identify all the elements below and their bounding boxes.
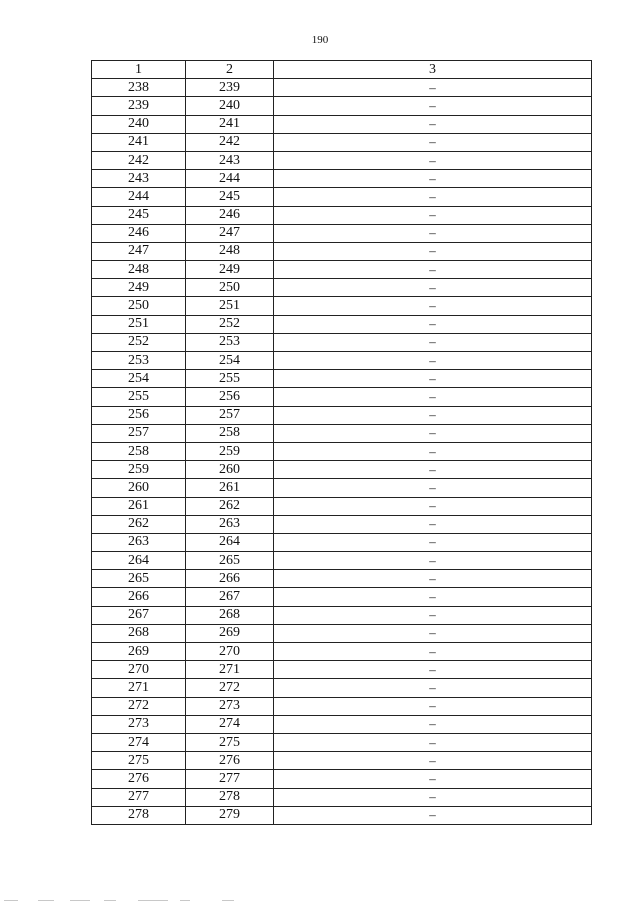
table-row <box>92 461 592 479</box>
table-cell-col2: 263 <box>186 515 274 533</box>
table-cell-col3: – <box>274 151 592 169</box>
table-row <box>92 224 592 242</box>
table-row <box>92 606 592 624</box>
table-cell-col1: 268 <box>92 624 186 642</box>
table-cell-col1: 265 <box>92 570 186 588</box>
table-row <box>92 424 592 442</box>
table-cell-col1: 270 <box>92 661 186 679</box>
table-cell-col1: 263 <box>92 533 186 551</box>
table-cell-col1: 269 <box>92 643 186 661</box>
table-cell-col1: 254 <box>92 370 186 388</box>
table-cell-col2: 257 <box>186 406 274 424</box>
table-cell-col1: 277 <box>92 788 186 806</box>
table-cell-col2: 253 <box>186 333 274 351</box>
table-cell-col1: 241 <box>92 133 186 151</box>
table-cell-col3: – <box>274 733 592 751</box>
table-cell-col3: – <box>274 133 592 151</box>
table-cell-col1: 276 <box>92 770 186 788</box>
table-cell-col2: 270 <box>186 643 274 661</box>
table-row <box>92 261 592 279</box>
table-cell-col2: 248 <box>186 242 274 260</box>
table-cell-col2: 259 <box>186 442 274 460</box>
table-cell-col1: 238 <box>92 79 186 97</box>
table-cell-col1: 245 <box>92 206 186 224</box>
table-cell-col1: 255 <box>92 388 186 406</box>
table-row <box>92 533 592 551</box>
table-cell-col2: 269 <box>186 624 274 642</box>
table-cell-col1: 251 <box>92 315 186 333</box>
table-cell-col2: 246 <box>186 206 274 224</box>
table-cell-col3: – <box>274 97 592 115</box>
table-cell-col2: 252 <box>186 315 274 333</box>
table-cell-col2: 279 <box>186 806 274 824</box>
table-cell-col3: – <box>274 661 592 679</box>
table-cell-col2: 254 <box>186 352 274 370</box>
table-cell-col3: – <box>274 606 592 624</box>
table-cell-col3: – <box>274 261 592 279</box>
table-cell-col2: 277 <box>186 770 274 788</box>
table-row <box>92 406 592 424</box>
table-cell-col2: 273 <box>186 697 274 715</box>
table-cell-col3: – <box>274 352 592 370</box>
table-cell-col2: 272 <box>186 679 274 697</box>
table-cell-col3: – <box>274 788 592 806</box>
table-cell-col2: 266 <box>186 570 274 588</box>
table-cell-col2: 256 <box>186 388 274 406</box>
table-cell-col1: 274 <box>92 733 186 751</box>
table-cell-col2: 240 <box>186 97 274 115</box>
column-header-2: 2 <box>186 61 274 79</box>
table-cell-col3: – <box>274 752 592 770</box>
data-table <box>91 60 592 825</box>
column-header-1: 1 <box>92 61 186 79</box>
table-row <box>92 515 592 533</box>
table-cell-col3: – <box>274 461 592 479</box>
table-cell-col2: 265 <box>186 552 274 570</box>
table-row <box>92 79 592 97</box>
table-row <box>92 206 592 224</box>
table-cell-col2: 260 <box>186 461 274 479</box>
page-number: 190 <box>311 34 329 46</box>
table-cell-col3: – <box>274 679 592 697</box>
table-cell-col1: 253 <box>92 352 186 370</box>
table-row <box>92 388 592 406</box>
table-row <box>92 133 592 151</box>
table-cell-col1: 240 <box>92 115 186 133</box>
table-cell-col3: – <box>274 79 592 97</box>
table-cell-col3: – <box>274 588 592 606</box>
table-row <box>92 552 592 570</box>
table-cell-col3: – <box>274 533 592 551</box>
table-cell-col2: 255 <box>186 370 274 388</box>
table-cell-col3: – <box>274 188 592 206</box>
table-cell-col3: – <box>274 315 592 333</box>
table-cell-col3: – <box>274 206 592 224</box>
table-cell-col3: – <box>274 242 592 260</box>
table-cell-col1: 275 <box>92 752 186 770</box>
table-cell-col3: – <box>274 388 592 406</box>
table-cell-col1: 266 <box>92 588 186 606</box>
table-cell-col2: 264 <box>186 533 274 551</box>
table-cell-col3: – <box>274 479 592 497</box>
table-row <box>92 479 592 497</box>
table-row <box>92 715 592 733</box>
table-cell-col1: 262 <box>92 515 186 533</box>
table-cell-col1: 258 <box>92 442 186 460</box>
table-cell-col1: 261 <box>92 497 186 515</box>
table-header <box>92 61 592 79</box>
table-cell-col3: – <box>274 406 592 424</box>
table-cell-col1: 256 <box>92 406 186 424</box>
table-row <box>92 297 592 315</box>
table-cell-col1: 249 <box>92 279 186 297</box>
table-row <box>92 679 592 697</box>
table-cell-col3: – <box>274 497 592 515</box>
table-cell-col2: 267 <box>186 588 274 606</box>
table-row <box>92 279 592 297</box>
table-cell-col2: 242 <box>186 133 274 151</box>
table-cell-col2: 261 <box>186 479 274 497</box>
table-cell-col1: 272 <box>92 697 186 715</box>
table-cell-col3: – <box>274 297 592 315</box>
table-cell-col1: 264 <box>92 552 186 570</box>
table-row <box>92 733 592 751</box>
table-cell-col1: 267 <box>92 606 186 624</box>
table-cell-col1: 243 <box>92 170 186 188</box>
table-cell-col2: 275 <box>186 733 274 751</box>
table-row <box>92 333 592 351</box>
table-row <box>92 352 592 370</box>
table-row <box>92 188 592 206</box>
table-cell-col3: – <box>274 624 592 642</box>
table-cell-col3: – <box>274 370 592 388</box>
table-cell-col2: 268 <box>186 606 274 624</box>
table-cell-col2: 241 <box>186 115 274 133</box>
table-row <box>92 588 592 606</box>
table-cell-col2: 271 <box>186 661 274 679</box>
table-row <box>92 97 592 115</box>
table-cell-col1: 246 <box>92 224 186 242</box>
table-cell-col3: – <box>274 515 592 533</box>
table-cell-col1: 252 <box>92 333 186 351</box>
table-row <box>92 661 592 679</box>
column-header-3: 3 <box>274 61 592 79</box>
table-cell-col1: 257 <box>92 424 186 442</box>
table-row <box>92 242 592 260</box>
table-cell-col2: 251 <box>186 297 274 315</box>
table-cell-col2: 276 <box>186 752 274 770</box>
table-cell-col3: – <box>274 279 592 297</box>
table-cell-col3: – <box>274 570 592 588</box>
table-cell-col3: – <box>274 115 592 133</box>
table-row <box>92 442 592 460</box>
table-row <box>92 624 592 642</box>
table-cell-col2: 274 <box>186 715 274 733</box>
table-cell-col1: 247 <box>92 242 186 260</box>
table-cell-col3: – <box>274 806 592 824</box>
table-cell-col3: – <box>274 715 592 733</box>
table-cell-col2: 239 <box>186 79 274 97</box>
table-cell-col2: 244 <box>186 170 274 188</box>
table-cell-col3: – <box>274 442 592 460</box>
table-cell-col3: – <box>274 424 592 442</box>
table-row <box>92 315 592 333</box>
table-cell-col2: 250 <box>186 279 274 297</box>
table-cell-col1: 273 <box>92 715 186 733</box>
table-row <box>92 370 592 388</box>
table-cell-col1: 271 <box>92 679 186 697</box>
table-cell-col2: 247 <box>186 224 274 242</box>
table-cell-col3: – <box>274 552 592 570</box>
table-cell-col1: 260 <box>92 479 186 497</box>
table-cell-col1: 259 <box>92 461 186 479</box>
table-cell-col1: 248 <box>92 261 186 279</box>
table-cell-col3: – <box>274 170 592 188</box>
table-row <box>92 643 592 661</box>
table-cell-col1: 239 <box>92 97 186 115</box>
table-cell-col3: – <box>274 643 592 661</box>
table-row <box>92 115 592 133</box>
table-cell-col2: 262 <box>186 497 274 515</box>
table-row <box>92 770 592 788</box>
table-cell-col1: 242 <box>92 151 186 169</box>
table-row <box>92 570 592 588</box>
table-body <box>92 79 592 825</box>
table-row <box>92 697 592 715</box>
table-cell-col1: 244 <box>92 188 186 206</box>
table-cell-col1: 278 <box>92 806 186 824</box>
table-row <box>92 788 592 806</box>
table-cell-col2: 249 <box>186 261 274 279</box>
table-row <box>92 497 592 515</box>
table-row <box>92 151 592 169</box>
table-row <box>92 806 592 824</box>
table-header-row <box>92 61 592 79</box>
footer-scan-marks <box>0 897 640 905</box>
table-cell-col2: 243 <box>186 151 274 169</box>
table-cell-col2: 245 <box>186 188 274 206</box>
table-cell-col3: – <box>274 770 592 788</box>
table-cell-col3: – <box>274 697 592 715</box>
table-cell-col3: – <box>274 224 592 242</box>
table-cell-col2: 278 <box>186 788 274 806</box>
table-cell-col2: 258 <box>186 424 274 442</box>
table-cell-col1: 250 <box>92 297 186 315</box>
table-row <box>92 752 592 770</box>
table-cell-col3: – <box>274 333 592 351</box>
table-row <box>92 170 592 188</box>
